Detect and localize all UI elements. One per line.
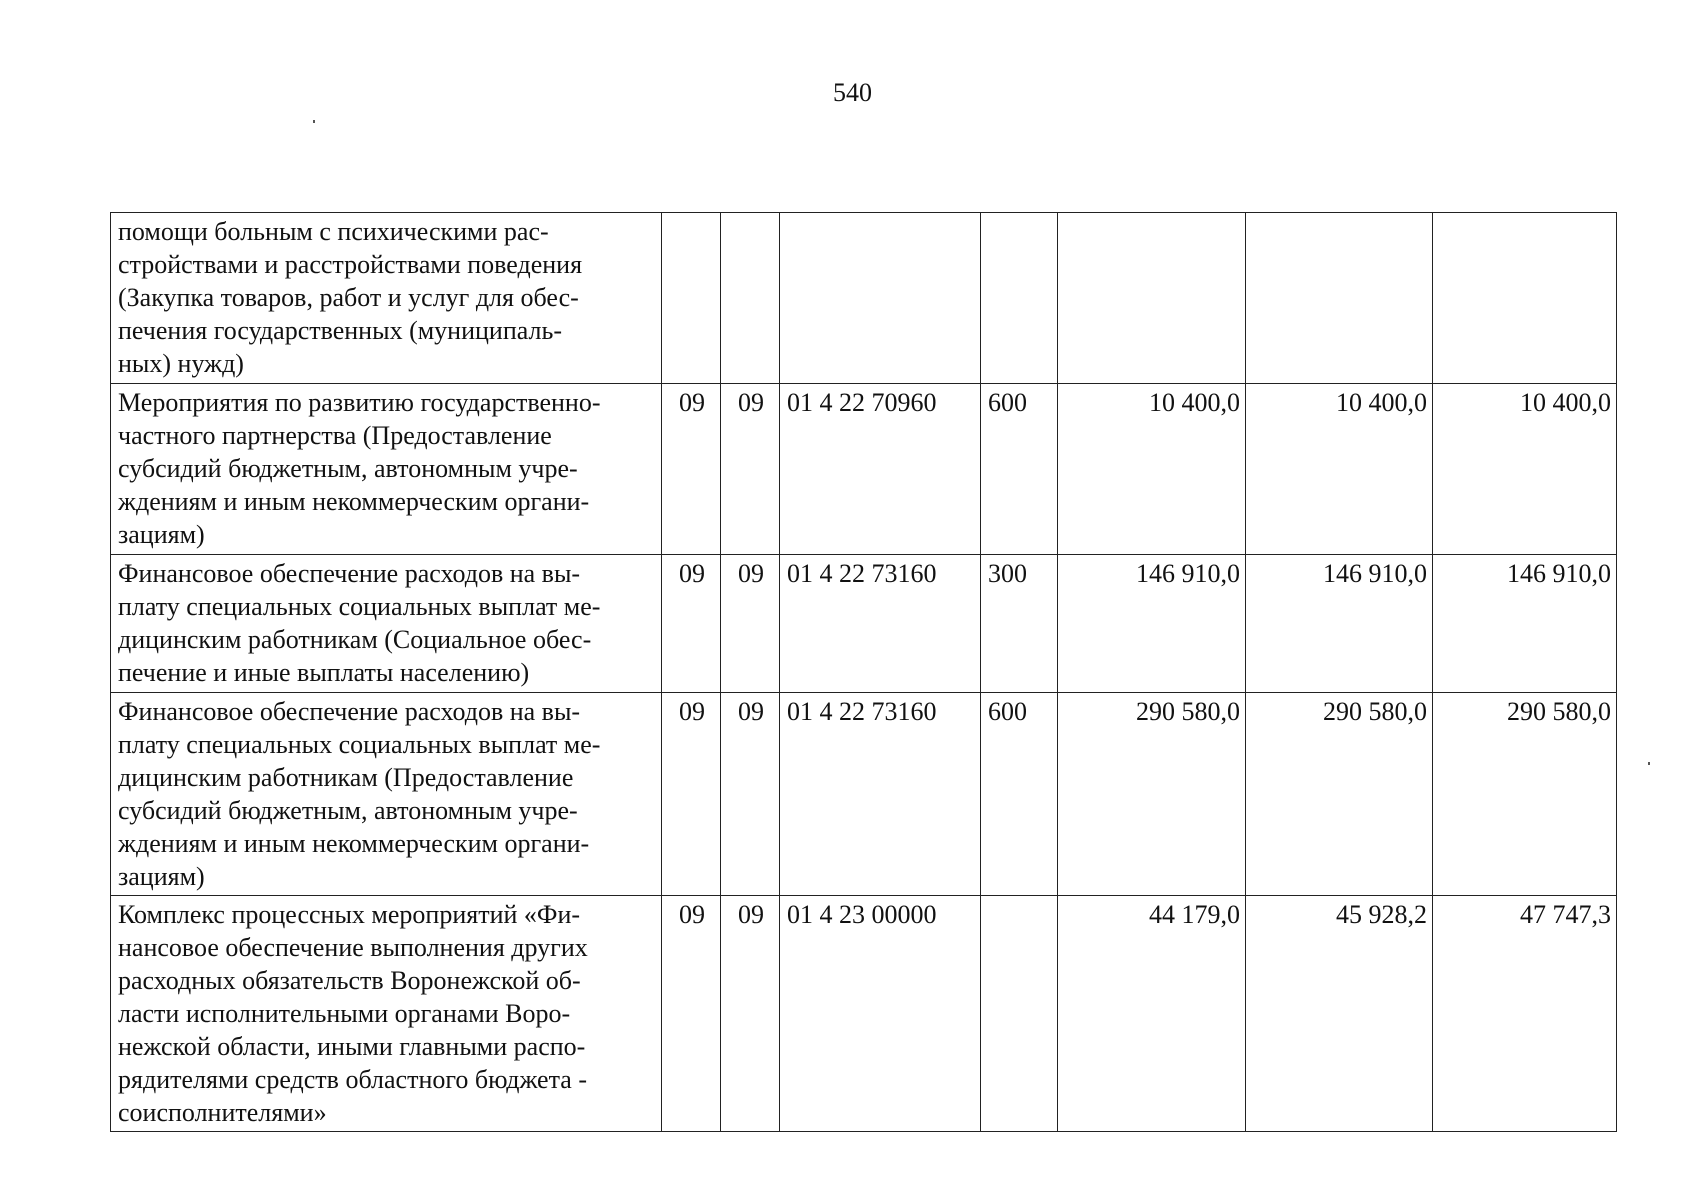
section-code-cell (662, 213, 721, 384)
row-name-line: дицинским работникам (Предоставление (118, 763, 574, 792)
amount-cell-2: 10 400,0 (1246, 384, 1433, 555)
row-name-cell (111, 693, 662, 896)
subsection-code-cell: 09 (721, 896, 780, 1132)
target-code-cell (780, 213, 981, 384)
amount-cell-1: 44 179,0 (1058, 896, 1246, 1132)
section-code-cell: 09 (662, 693, 721, 896)
page-number: 540 (833, 78, 872, 107)
table-row (111, 213, 1617, 384)
row-name-line: помощи больным с психическими рас- (118, 217, 549, 246)
row-name-line: печение и иные выплаты населению) (118, 658, 530, 687)
row-name-line: плату специальных социальных выплат ме- (118, 592, 601, 621)
expense-type-cell (981, 896, 1058, 1132)
row-name-line: ласти исполнительными органами Воро- (118, 999, 571, 1028)
row-name-line: нежской области, иными главными распо- (118, 1032, 586, 1061)
target-code-cell: 01 4 22 73160 (780, 693, 981, 896)
target-code-cell: 01 4 22 70960 (780, 384, 981, 555)
row-name-line: нансовое обеспечение выполнения других (118, 933, 588, 962)
amount-cell-3: 47 747,3 (1433, 896, 1617, 1132)
amount-cell-3: 146 910,0 (1433, 555, 1617, 693)
section-code-cell: 09 (662, 384, 721, 555)
row-name-cell (111, 555, 662, 693)
amount-cell-1: 10 400,0 (1058, 384, 1246, 555)
budget-table (110, 212, 1617, 1132)
amount-cell-1: 290 580,0 (1058, 693, 1246, 896)
row-name-line: ждениям и иным некоммерческим органи- (118, 487, 590, 516)
row-name-line: ждениям и иным некоммерческим органи- (118, 829, 590, 858)
amount-cell-3 (1433, 213, 1617, 384)
row-name-line: Комплекс процессных мероприятий «Фи- (118, 900, 581, 929)
table-row (111, 384, 1617, 555)
table-row (111, 896, 1617, 1132)
amount-cell-1: 146 910,0 (1058, 555, 1246, 693)
table-row (111, 555, 1617, 693)
table-row (111, 693, 1617, 896)
scan-speck (313, 120, 315, 123)
row-name-line: Финансовое обеспечение расходов на вы- (118, 559, 581, 588)
row-name-line: зациям) (118, 520, 205, 549)
row-name-line: плату специальных социальных выплат ме- (118, 730, 601, 759)
row-name-line: соисполнителями» (118, 1098, 327, 1127)
row-name-line: расходных обязательств Воронежской об- (118, 966, 581, 995)
row-name-line: частного партнерства (Предоставление (118, 421, 552, 450)
row-name-cell (111, 213, 662, 384)
amount-cell-2: 45 928,2 (1246, 896, 1433, 1132)
subsection-code-cell: 09 (721, 384, 780, 555)
row-name-line: субсидий бюджетным, автономным учре- (118, 796, 578, 825)
row-name-line: зациям) (118, 862, 205, 891)
scan-speck (1648, 762, 1650, 765)
section-code-cell: 09 (662, 555, 721, 693)
row-name-cell (111, 896, 662, 1132)
row-name-cell (111, 384, 662, 555)
amount-cell-3: 10 400,0 (1433, 384, 1617, 555)
amount-cell-2: 146 910,0 (1246, 555, 1433, 693)
amount-cell-1 (1058, 213, 1246, 384)
row-name-line: (Закупка товаров, работ и услуг для обес- (118, 283, 579, 312)
row-name-line: рядителями средств областного бюджета - (118, 1065, 587, 1094)
row-name-line: субсидий бюджетным, автономным учре- (118, 454, 578, 483)
expense-type-cell: 600 (981, 693, 1058, 896)
row-name-line: стройствами и расстройствами поведения (118, 250, 583, 279)
subsection-code-cell (721, 213, 780, 384)
expense-type-cell: 300 (981, 555, 1058, 693)
row-name-line: печения государственных (муниципаль- (118, 316, 563, 345)
target-code-cell: 01 4 22 73160 (780, 555, 981, 693)
expense-type-cell: 600 (981, 384, 1058, 555)
row-name-line: Мероприятия по развитию государственно- (118, 388, 601, 417)
amount-cell-2: 290 580,0 (1246, 693, 1433, 896)
target-code-cell: 01 4 23 00000 (780, 896, 981, 1132)
subsection-code-cell: 09 (721, 555, 780, 693)
amount-cell-3: 290 580,0 (1433, 693, 1617, 896)
row-name-line: ных) нужд) (118, 349, 244, 378)
subsection-code-cell: 09 (721, 693, 780, 896)
section-code-cell: 09 (662, 896, 721, 1132)
row-name-line: дицинским работникам (Социальное обес- (118, 625, 592, 654)
amount-cell-2 (1246, 213, 1433, 384)
row-name-line: Финансовое обеспечение расходов на вы- (118, 697, 581, 726)
expense-type-cell (981, 213, 1058, 384)
